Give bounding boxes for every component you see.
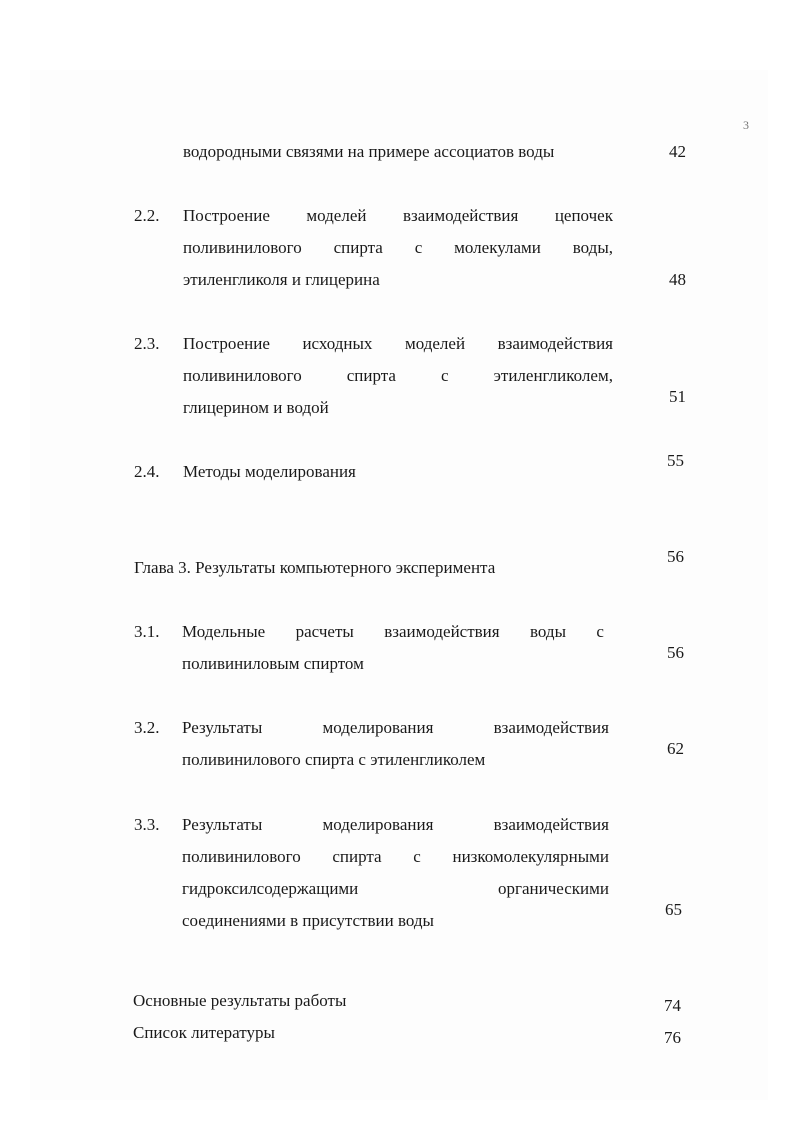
toc-entry-2-2-line-2: поливинилового спирта с молекулами воды, [183, 238, 613, 257]
toc-page-chapter-3: 56 [667, 547, 684, 566]
page-number: 3 [743, 118, 749, 132]
toc-references: Список литературы [133, 1023, 275, 1042]
toc-number-3-2: 3.2. [134, 718, 160, 737]
toc-number-3-1: 3.1. [134, 622, 160, 641]
toc-page-2-4: 55 [667, 451, 684, 470]
toc-entry-2-2-line-1: Построение моделей взаимодействия цепочек [183, 206, 613, 225]
toc-page-2-3: 51 [669, 387, 686, 406]
toc-chapter-3: Глава 3. Результаты компьютерного эксперимента [134, 558, 496, 577]
toc-entry-2-4: Методы моделирования [183, 462, 356, 481]
toc-page-2-1: 42 [669, 142, 686, 161]
toc-number-2-3: 2.3. [134, 334, 160, 353]
toc-entry-2-3-line-1: Построение исходных моделей взаимодействия [183, 334, 613, 353]
toc-entry-2-2-line-3: этиленгликоля и глицерина [183, 270, 380, 289]
toc-entry-2-1-continuation: водородными связями на примере ассоциатов воды [183, 142, 555, 161]
toc-page-3-1: 56 [667, 643, 684, 662]
toc-entry-3-2-line-2: поливинилового спирта с этиленгликолем [182, 750, 486, 769]
toc-entry-2-3-line-2: поливинилового спирта с этиленгликолем, [183, 366, 613, 385]
toc-entry-3-3-line-1: Результаты моделирования взаимодействия [182, 815, 609, 834]
toc-entry-3-3-line-3: гидроксилсодержащими органическими [182, 879, 609, 898]
toc-page-3-2: 62 [667, 739, 684, 758]
toc-number-3-3: 3.3. [134, 815, 160, 834]
toc-entry-3-1-line-1: Модельные расчеты взаимодействия воды с [182, 622, 604, 641]
toc-main-results: Основные результаты работы [133, 991, 347, 1010]
toc-page-3-3: 65 [665, 900, 682, 919]
toc-entry-3-1-line-2: поливиниловым спиртом [182, 654, 364, 673]
toc-number-2-4: 2.4. [134, 462, 160, 481]
toc-entry-3-2-line-1: Результаты моделирования взаимодействия [182, 718, 609, 737]
toc-number-2-2: 2.2. [134, 206, 160, 225]
toc-page-2-2: 48 [669, 270, 686, 289]
toc-page-references: 76 [664, 1028, 681, 1047]
toc-entry-2-3-line-3: глицерином и водой [183, 398, 329, 417]
toc-page-main-results: 74 [664, 996, 681, 1015]
toc-entry-3-3-line-4: соединениями в присутствии воды [182, 911, 434, 930]
toc-entry-3-3-line-2: поливинилового спирта с низкомолекулярными [182, 847, 609, 866]
